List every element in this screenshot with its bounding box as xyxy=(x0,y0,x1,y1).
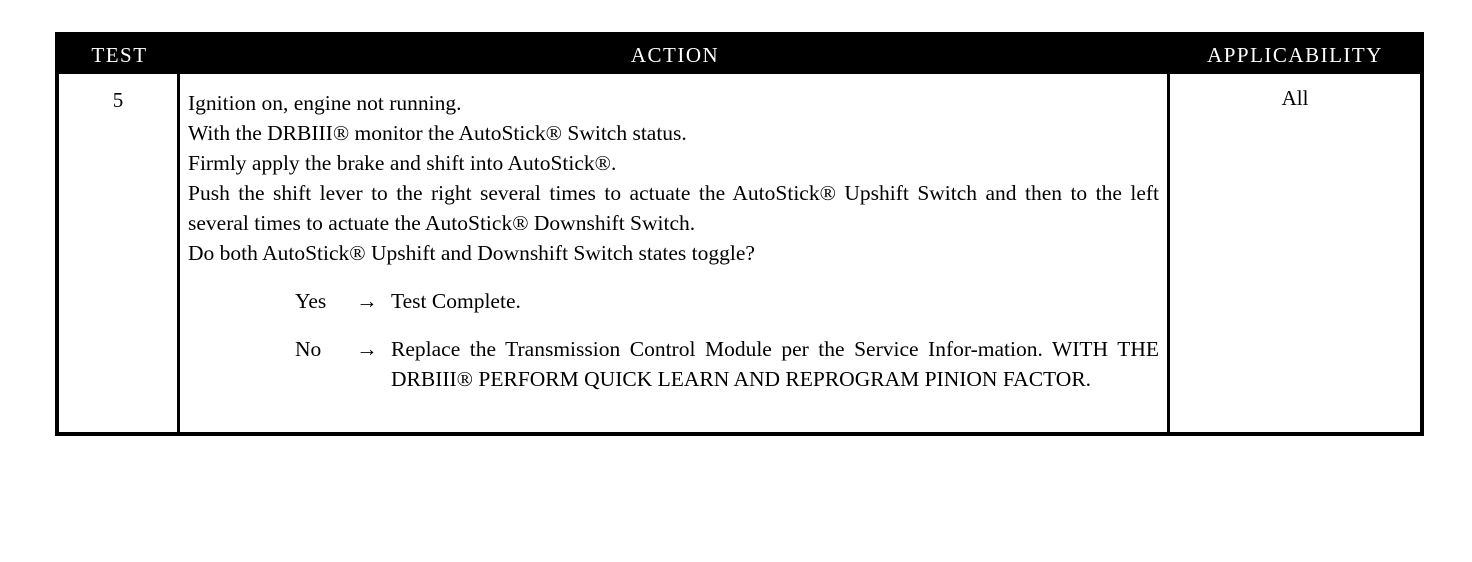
applicability-cell xyxy=(1170,74,1420,432)
answer-list xyxy=(295,286,1159,394)
test-number: 5 xyxy=(112,88,124,112)
answer-result: Replace the Transmission Control Module per the Service Infor-mation. WITH THE DRBIII® PERFORM QUICK LEARN AND REPROGRAM PINION FACTOR. xyxy=(391,337,1159,391)
header-applicability: APPLICABILITY xyxy=(1170,36,1420,74)
test-number-cell xyxy=(59,74,180,432)
answer-result: Test Complete. xyxy=(391,289,521,313)
diagnostic-table xyxy=(55,32,1424,436)
action-cell xyxy=(180,74,1170,432)
answer-label: Yes xyxy=(295,289,327,313)
action-line: Firmly apply the brake and shift into AutoStick®. xyxy=(188,151,617,175)
answer-label: No xyxy=(295,337,322,361)
header-action: ACTION xyxy=(180,36,1170,74)
answer-yes xyxy=(295,286,1159,316)
answer-no xyxy=(295,334,1159,394)
right-arrow-icon: → xyxy=(356,289,378,313)
applicability-value: All xyxy=(1281,86,1309,110)
action-line: Ignition on, engine not running. xyxy=(188,91,462,115)
right-arrow-icon: → xyxy=(356,337,378,361)
action-line: With the DRBIII® monitor the AutoStick® Switch status. xyxy=(188,121,687,145)
action-line: Do both AutoStick® Upshift and Downshift Switch states toggle? xyxy=(188,241,755,265)
header-test: TEST xyxy=(59,36,180,74)
action-line: Push the shift lever to the right several times to actuate the AutoStick® Upshift Switch and then to the left several times to actuate the AutoStick® Downshift Switch. xyxy=(188,181,1159,235)
